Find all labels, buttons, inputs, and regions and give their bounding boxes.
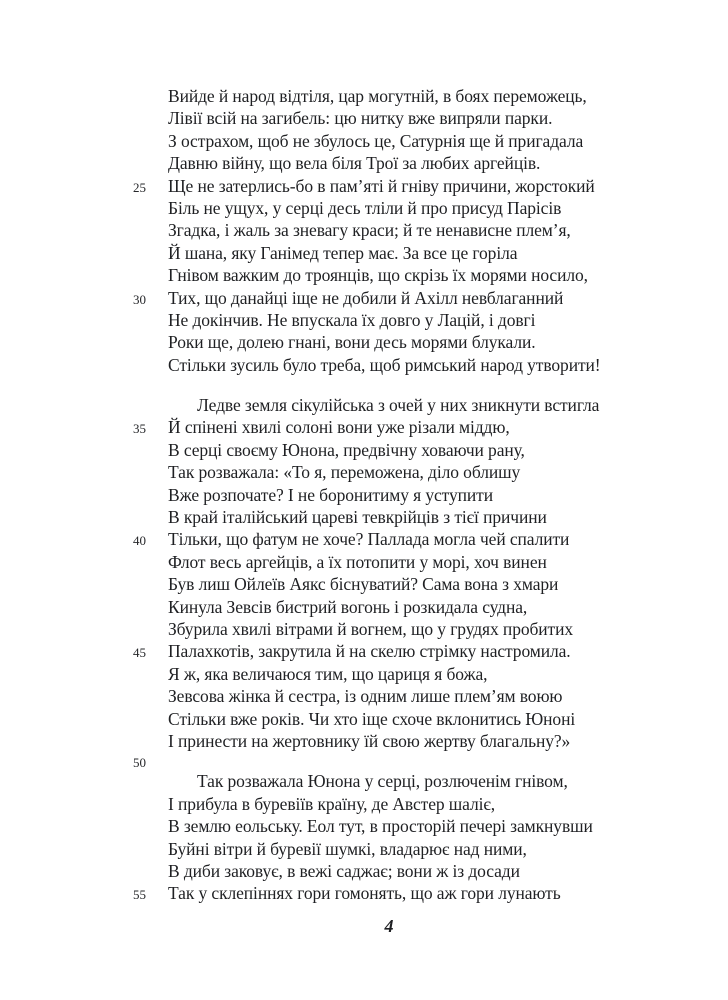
verse-line	[133, 815, 653, 837]
verse-text: Згадка, і жаль за зневагу краси; й те ненависне плем’я,	[168, 220, 571, 241]
verse-line	[133, 551, 653, 573]
verse-text: Був лиш Ойлеїв Аякс біснуватий? Сама вона з хмари	[168, 574, 559, 595]
verse-line	[133, 107, 653, 129]
line-number	[133, 331, 168, 333]
verse-line	[133, 484, 653, 506]
verse-line	[133, 439, 653, 461]
verse-text: В край італійський цареві тевкрійців з тієї причини	[168, 507, 547, 528]
verse-text: Палахкотів, закрутила й на скелю стрімку настромила.	[168, 641, 571, 662]
verse-line	[133, 175, 653, 197]
verse-line	[133, 219, 653, 241]
verse-line	[133, 528, 653, 550]
verse-text: В землю еольську. Еол тут, в просторій печері замкнувши	[168, 816, 593, 837]
verse-text: Й шана, яку Ганімед тепер має. За все це горіла	[168, 242, 518, 263]
line-number	[133, 708, 168, 710]
line-number: 50	[133, 755, 146, 771]
blank-row	[133, 752, 653, 770]
verse-text: Я ж, яка величаюся тим, що цариця я божа,	[168, 663, 488, 684]
verse-line	[133, 573, 653, 595]
line-number	[133, 439, 168, 441]
verse-text: Стільки вже років. Чи хто іще схоче вклонитись Юноні	[168, 708, 576, 729]
line-number	[133, 354, 168, 356]
verse-text: Буйні вітри й буревії шумкі, владарює над ними,	[168, 838, 527, 859]
verse-line	[133, 506, 653, 528]
verse-text: Гнівом важким до троянців, що скрізь їх морями носило,	[168, 265, 588, 286]
verse-text: Біль не ущух, у серці десь тліли й про присуд Парісів	[168, 197, 562, 218]
verse-line	[133, 596, 653, 618]
verse-text: Стільки зусиль було треба, щоб римський народ утворити!	[168, 354, 601, 375]
line-number	[133, 815, 168, 817]
verse-line	[133, 860, 653, 882]
verse-text: Давню війну, що вела біля Трої за любих аргейців.	[168, 153, 541, 174]
verse-line	[133, 770, 653, 792]
verse-text: Тільки, що фатум не хоче? Паллада могла чей спалити	[168, 529, 570, 550]
verse-text: В диби заковує, в вежі саджає; вони ж із досади	[168, 860, 520, 881]
line-number	[133, 730, 168, 732]
verse-line	[133, 685, 653, 707]
verse-line	[133, 331, 653, 353]
line-number: 40	[133, 533, 146, 549]
line-number	[133, 618, 168, 620]
poem-lines	[133, 85, 653, 905]
verse-line	[133, 708, 653, 730]
verse-text: Вийде й народ відтіля, цар могутній, в боях переможець,	[168, 86, 587, 106]
verse-line	[133, 264, 653, 286]
verse-text: І прибула в буревіїв країну, де Австер шаліє,	[168, 793, 496, 814]
verse-line	[133, 287, 653, 309]
verse-line	[133, 793, 653, 815]
verse-text: Так розважала Юнона у серці, розлюченім гнівом,	[197, 771, 568, 792]
verse-line	[133, 309, 653, 331]
line-number: 30	[133, 291, 146, 307]
verse-line	[133, 882, 653, 904]
poem-text-block	[133, 85, 653, 937]
verse-text: Лівії всій на загибель: цю нитку вже випряли парки.	[168, 108, 553, 129]
line-number	[133, 484, 168, 486]
line-number: 55	[133, 887, 146, 903]
line-number: 45	[133, 645, 146, 661]
line-number	[133, 506, 168, 508]
verse-text: Флот весь аргейців, а їх потопити у морі, хоч винен	[168, 551, 547, 572]
verse-line	[133, 618, 653, 640]
line-number	[133, 596, 168, 598]
verse-text: В серці своєму Юнона, предвічну ховаючи рану,	[168, 439, 525, 460]
line-number	[133, 860, 168, 862]
line-number	[133, 197, 168, 199]
line-number	[133, 242, 168, 244]
verse-text: Ледве земля сікулійська з очей у них зникнути встигла	[197, 395, 600, 416]
verse-line	[133, 730, 653, 752]
verse-line	[133, 152, 653, 174]
line-number	[133, 838, 168, 840]
line-number	[133, 152, 168, 154]
verse-text: Так у склепіннях гори гомонять, що аж гори лунають	[168, 883, 561, 904]
verse-line	[133, 461, 653, 483]
verse-line	[133, 130, 653, 152]
line-number	[133, 394, 168, 396]
verse-line	[133, 197, 653, 219]
line-number	[133, 219, 168, 221]
line-number	[133, 309, 168, 311]
verse-line	[133, 85, 653, 107]
line-number: 25	[133, 179, 146, 195]
verse-text: Так розважала: «То я, переможена, діло облишу	[168, 462, 521, 483]
line-number	[133, 770, 168, 772]
verse-line	[133, 838, 653, 860]
verse-line	[133, 416, 653, 438]
verse-text: Роки ще, долею гнані, вони десь морями блукали.	[168, 332, 536, 353]
verse-text: З острахом, щоб не збулось це, Сатурнія ще й пригадала	[168, 130, 584, 151]
page-number: 4	[384, 915, 394, 936]
line-number	[133, 264, 168, 266]
line-number	[133, 107, 168, 109]
line-number	[133, 663, 168, 665]
verse-text: Ще не затерлись-бо в пам’яті й гніву причини, жорстокий	[168, 175, 595, 196]
line-number	[133, 685, 168, 687]
verse-text: Вже розпочате? І не боронитиму я уступити	[168, 484, 493, 505]
verse-text: Не докінчив. Не впускала їх довго у Лацій, і довгі	[168, 309, 536, 330]
verse-text: Зевсова жінка й сестра, із одним лише плем’ям воюю	[168, 686, 563, 707]
verse-line	[133, 640, 653, 662]
line-number	[133, 793, 168, 795]
blank-row	[133, 376, 653, 394]
line-number	[133, 130, 168, 132]
line-number: 35	[133, 421, 146, 437]
line-number	[133, 85, 168, 87]
verse-text: Кинула Зевсів бистрий вогонь і розкидала судна,	[168, 596, 528, 617]
verse-line	[133, 394, 653, 416]
verse-text: І принести на жертовнику їй свою жертву благальну?»	[168, 730, 571, 751]
verse-line	[133, 242, 653, 264]
verse-text: Й спінені хвилі солоні вони уже різали міддю,	[168, 417, 510, 438]
verse-line	[133, 354, 653, 376]
line-number	[133, 461, 168, 463]
line-number	[133, 376, 168, 378]
verse-line	[133, 663, 653, 685]
verse-text: Збурила хвилі вітрами й вогнем, що у грудях пробитих	[168, 618, 574, 639]
line-number	[133, 551, 168, 553]
line-number	[133, 573, 168, 575]
verse-text: Тих, що данайці іще не добили й Ахілл невблаганний	[168, 287, 564, 308]
